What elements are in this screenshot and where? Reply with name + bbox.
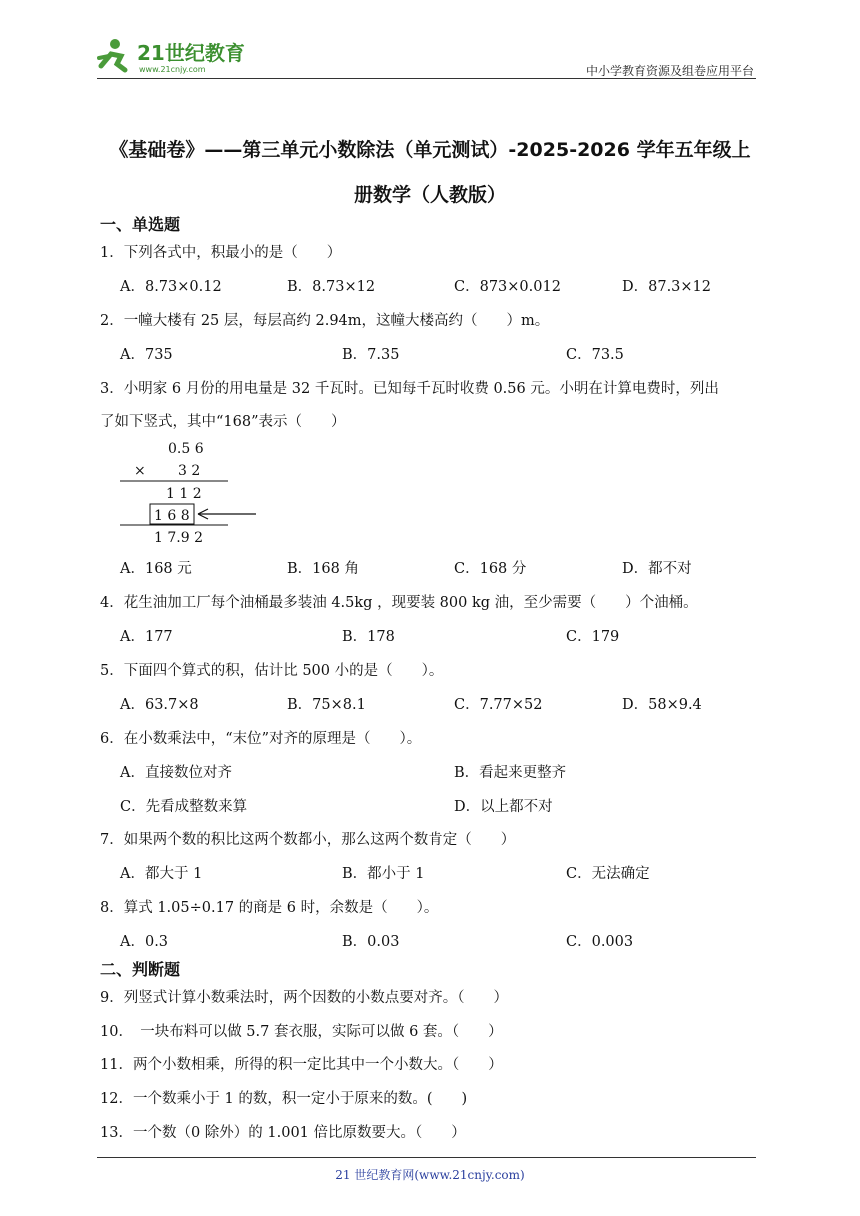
q5-option-a[interactable]: A．63.7×8	[120, 697, 199, 713]
logo-text: 21世纪教育	[137, 41, 245, 65]
calc-multiplier: 3 2	[178, 463, 201, 479]
q2-option-a[interactable]: A．735	[120, 347, 173, 363]
calc-partial-1: 1 1 2	[166, 486, 202, 502]
question-11: 11．两个小数相乘，所得的积一定比其中一个小数大。（ ）	[100, 1057, 503, 1073]
vertical-multiplication	[110, 438, 270, 548]
q4-option-b[interactable]: B．178	[342, 629, 395, 645]
calc-product: 1 7.9 2	[154, 530, 203, 546]
section-heading-true-false: 二、判断题	[100, 960, 181, 979]
q1-option-d[interactable]: D．87.3×12	[622, 279, 712, 295]
site-name: 中小学教育资源及组卷应用平台	[585, 64, 754, 78]
question-8: 8．算式 1.05÷0.17 的商是 6 时，余数是（ ）。	[100, 900, 439, 916]
q7-option-a[interactable]: A．都大于 1	[120, 866, 203, 882]
question-4: 4．花生油加工厂每个油桶最多装油 4.5kg ，现要装 800 kg 油，至少需要（ ）个油桶。	[100, 595, 698, 611]
q4-option-a[interactable]: A．177	[120, 629, 173, 645]
question-3-line-2: 了如下竖式，其中“168”表示（ ）	[100, 414, 346, 430]
question-13: 13．一个数（0 除外）的 1.001 倍比原数要大。（ ）	[100, 1125, 466, 1141]
calc-multiplicand: 0.5 6	[168, 441, 204, 457]
question-3-line-1: 3．小明家 6 月份的用电量是 32 千瓦时。已知每千瓦时收费 0.56 元。小明在计算电费时，列出	[100, 381, 719, 397]
section-heading-single-choice: 一、单选题	[100, 215, 181, 234]
footer-divider	[97, 1157, 756, 1158]
question-9: 9．列竖式计算小数乘法时，两个因数的小数点要对齐。（ ）	[100, 990, 508, 1006]
calc-times-sign: ×	[134, 463, 146, 479]
logo-url: www.21cnjy.com	[139, 65, 206, 74]
q2-option-b[interactable]: B．7.35	[342, 347, 400, 363]
q5-option-c[interactable]: C．7.77×52	[454, 697, 543, 713]
q3-option-a[interactable]: A．168 元	[120, 561, 192, 577]
q8-option-b[interactable]: B．0.03	[342, 934, 400, 950]
question-1: 1．下列各式中，积最小的是（ ）	[100, 245, 342, 261]
q7-option-c[interactable]: C．无法确定	[566, 866, 650, 882]
q5-option-d[interactable]: D．58×9.4	[622, 697, 702, 713]
q3-option-d[interactable]: D．都不对	[622, 561, 692, 577]
q8-option-c[interactable]: C．0.003	[566, 934, 634, 950]
q3-option-c[interactable]: C．168 分	[454, 561, 527, 577]
runner-logo-icon	[95, 36, 255, 76]
q1-option-b[interactable]: B．8.73×12	[287, 279, 376, 295]
q6-option-d[interactable]: D．以上都不对	[454, 799, 553, 815]
q8-option-a[interactable]: A．0.3	[120, 934, 169, 950]
q1-option-c[interactable]: C．873×0.012	[454, 279, 561, 295]
logo	[95, 36, 255, 76]
q7-option-b[interactable]: B．都小于 1	[342, 866, 425, 882]
q3-option-b[interactable]: B．168 角	[287, 561, 359, 577]
calc-partial-2: 1 6 8	[154, 508, 190, 524]
question-2: 2．一幢大楼有 25 层，每层高约 2.94m，这幢大楼高约（ ）m。	[100, 313, 550, 329]
question-10: 10． 一块布料可以做 5.7 套衣服，实际可以做 6 套。（ ）	[100, 1024, 503, 1040]
title-line-1: 《基础卷》——第三单元小数除法（单元测试）-2025-2026 学年五年级上	[109, 139, 751, 161]
question-7: 7．如果两个数的积比这两个数都小，那么这两个数肯定（ ）	[100, 832, 516, 848]
q5-option-b[interactable]: B．75×8.1	[287, 697, 366, 713]
footer-text[interactable]: 21 世纪教育网(www.21cnjy.com)	[335, 1168, 525, 1182]
q6-option-b[interactable]: B．看起来更整齐	[454, 765, 567, 781]
question-5: 5．下面四个算式的积，估计比 500 小的是（ ）。	[100, 663, 444, 679]
page-title	[100, 128, 760, 218]
q6-option-a[interactable]: A．直接数位对齐	[120, 765, 232, 781]
q4-option-c[interactable]: C．179	[566, 629, 620, 645]
q2-option-c[interactable]: C．73.5	[566, 347, 624, 363]
header-divider	[97, 78, 756, 79]
question-6: 6．在小数乘法中，“末位”对齐的原理是（ ）。	[100, 731, 422, 747]
q1-option-a[interactable]: A．8.73×0.12	[120, 279, 222, 295]
title-line-2: 册数学（人教版）	[353, 184, 506, 206]
question-12: 12．一个数乘小于 1 的数，积一定小于原来的数。( )	[100, 1091, 468, 1107]
q6-option-c[interactable]: C．先看成整数来算	[120, 799, 248, 815]
